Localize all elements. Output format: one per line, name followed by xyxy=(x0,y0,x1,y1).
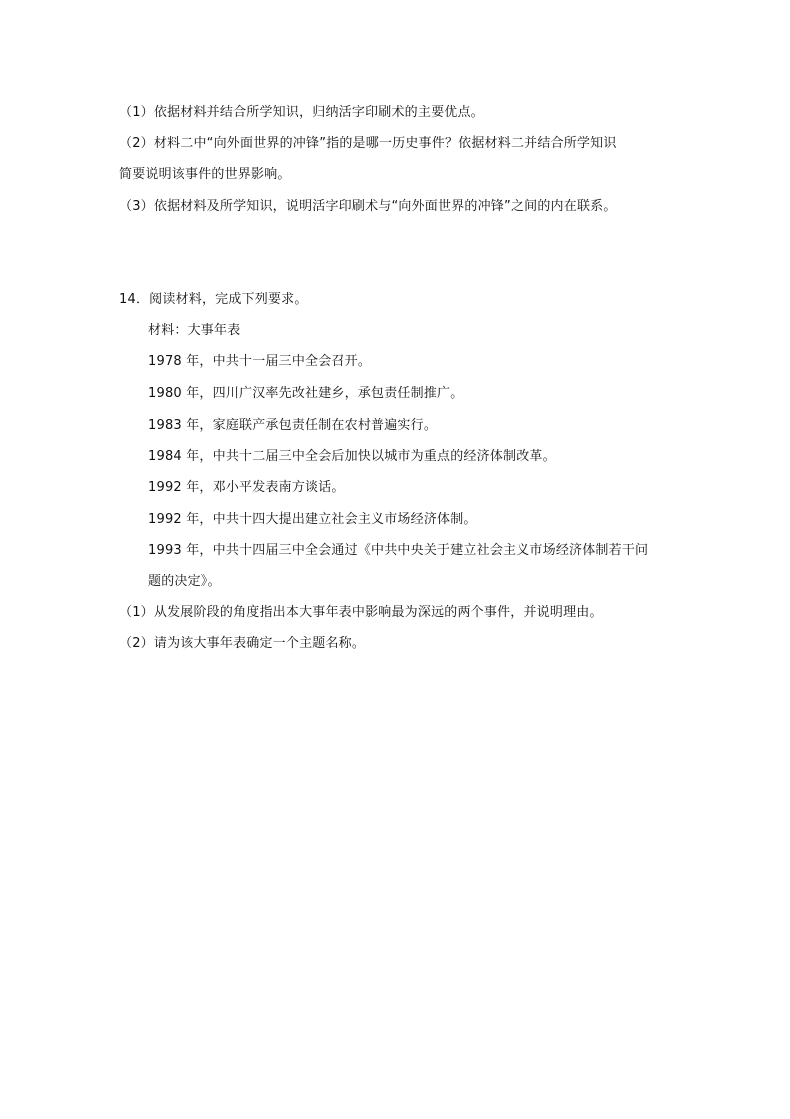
timeline-event: 1983 年，家庭联产承包责任制在农村普遍实行。 xyxy=(148,418,438,433)
question-14-part-1: （1）从发展阶段的角度指出本大事年表中影响最为深远的两个事件，并说明理由。 xyxy=(119,605,603,620)
prev-question-part-1: （1）依据材料并结合所学知识，归纳活字印刷术的主要优点。 xyxy=(119,105,484,120)
prev-question-part-2: （2）材料二中“向外面世界的冲锋”指的是哪一历史事件？依据材料二并结合所学知识 xyxy=(119,136,617,151)
timeline-event: 1993 年，中共十四届三中全会通过《中共中央关于建立社会主义市场经济体制若干问 xyxy=(148,543,649,558)
prev-question-part-3: （3）依据材料及所学知识，说明活字印刷术与“向外面世界的冲锋”之间的内在联系。 xyxy=(119,199,617,214)
timeline-event: 1980 年，四川广汉率先改社建乡，承包责任制推广。 xyxy=(148,386,464,401)
prev-question-part-2-continued: 简要说明该事件的世界影响。 xyxy=(119,167,291,182)
question-14-part-2: （2）请为该大事年表确定一个主题名称。 xyxy=(119,636,366,651)
timeline-event: 1992 年，中共十四大提出建立社会主义市场经济体制。 xyxy=(148,512,477,527)
question-14-stem: 14．阅读材料，完成下列要求。 xyxy=(119,292,308,307)
timeline-event: 1992 年，邓小平发表南方谈话。 xyxy=(148,480,345,495)
timeline-event-continued: 题的决定》。 xyxy=(148,574,221,589)
timeline-event: 1984 年，中共十二届三中全会后加快以城市为重点的经济体制改革。 xyxy=(148,449,556,464)
material-title: 材料：大事年表 xyxy=(148,323,241,338)
timeline-event: 1978 年，中共十一届三中全会召开。 xyxy=(148,354,372,369)
